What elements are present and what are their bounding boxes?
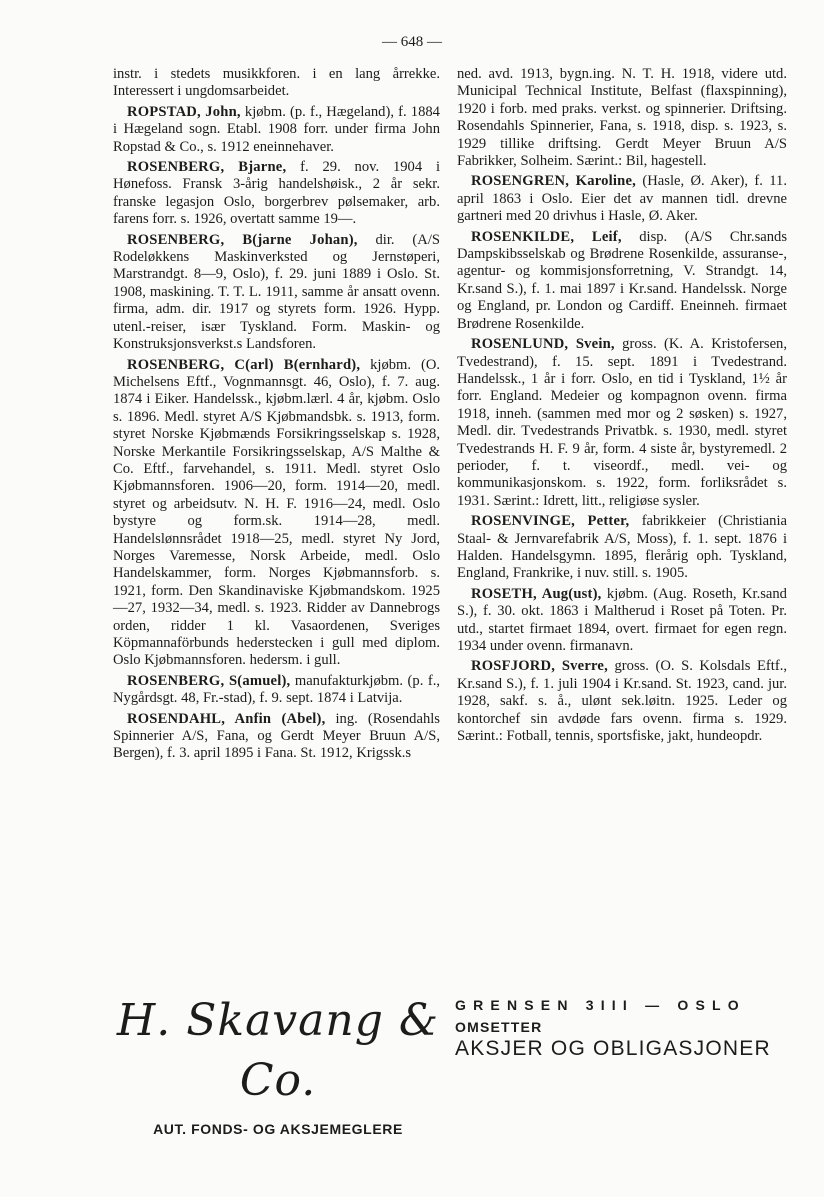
entry-name: ROSENKILDE, Leif,: [471, 228, 622, 245]
entry-text: disp. (A/S Chr.sands Dampskibsselskab og Brødrene Rosenkilde, assuranse-, agentur- og kommisjonsforretning, V. Strandgt. 14, Kr.sand S.), f. 1. mai 1897 i Kr.sand. Handelssk. Norge og England, pr. London og Cardiff. Eneinneh. firmaet Brødrene Rosenkilde.: [457, 228, 788, 332]
entry-text: ned. avd. 1913, bygn.ing. N. T. H. 1918, videre utd. Municipal Technical Institute, Belfast (flaxspinning), 1920 i forb. med praks. verkst. og spinnerier. Driftsing. Rosendahls Spinnerier, Fana, s. 1918, disp. s. 1923, s. 1929 tillike driftsing. Gerdt Meyer Bruun A/S Fabrikker, Solheim. Særint.: Bil, hagestell.: [457, 66, 787, 170]
ad-address: GRENSEN 3III — OSLO: [455, 997, 746, 1013]
ad-subtitle: OMSETTER: [455, 1019, 543, 1035]
entry-text: kjøbm. (p. f., Hægeland), f. 1884 i Hægeland sogn. Etabl. 1908 forr. under firma John Ropstad & Co., s. 1912 eneinnehaver.: [113, 103, 440, 155]
entry-text: ing. (Rosendahls Spinnerier A/S, Fana, og Gerdt Meyer Bruun A/S, Bergen), f. 3. april 1895 i Fana. St. 1912, Krigssk.s: [113, 710, 440, 762]
entry-name: ROSENBERG, Bjarne,: [127, 159, 287, 176]
directory-entry: [457, 66, 787, 170]
directory-entry: [457, 229, 787, 333]
entry-name: ROSENBERG, S(amuel),: [127, 672, 291, 689]
left-column: [113, 66, 440, 766]
entry-name: ROSFJORD, Sverre,: [471, 658, 608, 675]
directory-entry: [113, 104, 440, 156]
right-column: [457, 66, 787, 748]
entry-name: ROSENBERG, C(arl) B(ernhard),: [127, 356, 361, 373]
directory-entry: [113, 159, 440, 229]
entry-text: kjøbm. (Aug. Roseth, Kr.sand S.), f. 30. okt. 1863 i Maltherud i Roset på Toten. Pr. utd., startet firmaet 1894, overt. firmaet for egen regn. 1934 under ovenn. firmanavn.: [457, 585, 787, 654]
directory-entry: [113, 66, 440, 101]
entry-text: gross. (K. A. Kristofersen, Tvedestrand), f. 15. sept. 1891 i Tvedestrand. Handelssk., 1 år i forr. Oslo, en tid i Tyskland, 1½ år forr. England. Medeier og kompagnon ovenn. firma 1918, inneh. (sammen med mor og 2 søsken) s. 1927, Medl. dir. Tvedestrands Privatbk. s. 1930, medl. styret Tvedestrands H. F. 9 år, form. 4 siste år, bystyremedl. 2 perioder, f. t. viseordf., medl. vei- og kommunikasjonskom. s. 1922, form. forliksrådet s. 1931. Særint.: Idrett, litt., religiøse sysler.: [457, 336, 787, 509]
entry-text: gross. (O. S. Kolsdals Eftf., Kr.sand S.), f. 1. juli 1904 i Kr.sand. St. 1923, cand. jur. 1928, sakf. s. å., ulønt sek.løitn. 1925. Leder og kontorchef sin avdøde fars ovenn. firma s. 1929. Særint.: Fotball, tennis, sportsfiske, jakt, hundeopdr.: [457, 658, 787, 745]
entry-name: ROSENVINGE, Petter,: [471, 513, 630, 530]
directory-entry: [457, 658, 787, 745]
page-number: — 648 —: [382, 34, 442, 50]
directory-entry: [457, 173, 787, 225]
entry-text: f. 29. nov. 1904 i Hønefoss. Fransk 3-årig handelshøisk., 2 år sekr. franske legasjon Oslo, borgerbrev pølsemaker, arb. farens forr. s. 1926, overtatt samme 19—.: [113, 159, 441, 228]
entry-name: ROSETH, Aug(ust),: [471, 585, 602, 602]
entry-name: ROSENLUND, Svein,: [471, 336, 615, 353]
ad-headline: AKSJER OG OBLIGASJONER: [455, 1037, 771, 1060]
advertisement-broker: [108, 985, 448, 1137]
directory-entry: [457, 586, 787, 656]
directory-entry: [457, 513, 787, 583]
entry-text: kjøbm. (O. Michelsens Eftf., Vognmannsgt. 46, Oslo), f. 7. aug. 1874 i Eiker. Handelssk., kjøbm.lærl. 4 år, kjøbm. Oslo s. 1896. Medl. styret A/S Kjøbmandsbk. s. 1913, form. styret Norske Kjøbmænds Forsikringsselskap s. 1928, Norske Merkantile Forsikringsselskap, A/S Malthe & Co. Eftf., farvehandel, s. 1911. Medl. styret Oslo Kjøbmannsforen. 1906—20, form. 1914—20, medl. styret og arbeidsutv. N. H. F. 1916—24, medl. Oslo bystyre og form.sk. 1914—28, medl. Handelslønnsrådet 1918—25, medl. styret Ny Jord, Norges Varemesse, Norsk Arbeide, medl. Oslo Handelskammer, form. Norges Kjøbmannsforb. s. 1921, form. Den Skandinaviske Kjøbmandskom. 1925—27, 1932—34, medl. s. 1923. Ridder av Dannebrogs orden, ridder 1 kl. Vasaordenen, Sveriges Köpmannaförbunds hederstecken i gull med diplom. Oslo Kjøbmannsforen. hedersm. i gull.: [113, 356, 441, 669]
broker-logo: H. Skavang & Co.: [116, 995, 440, 1106]
entry-name: ROPSTAD, John,: [127, 103, 241, 120]
entry-text: instr. i stedets musikkforen. i en lang årrekke. Interessert i ungdomsarbeidet.: [113, 66, 440, 100]
entry-name: ROSENBERG, B(jarne Johan),: [127, 231, 358, 248]
entry-name: ROSENGREN, Karoline,: [471, 173, 636, 190]
directory-entry: [113, 711, 440, 763]
directory-entry: [113, 357, 440, 670]
directory-entry: [113, 673, 440, 708]
advertisement-securities: [455, 985, 785, 1115]
entry-text: manufakturkjøbm. (p. f., Nygårdsgt. 48, Fr.-stad), f. 9. sept. 1874 i Latvija.: [113, 672, 440, 707]
broker-tagline: AUT. FONDS- OG AKSJEMEGLERE: [153, 1121, 403, 1137]
entry-name: ROSENDAHL, Anfin (Abel),: [127, 710, 326, 727]
entry-text: dir. (A/S Rodeløkkens Maskinverksted og Jernstøperi, Marstrandgt. 8—9, Oslo), f. 29. juni 1889 i Oslo. St. 1908, maskining. T. T. L. 1911, samme år ansatt ovenn. firma, adm. dir. 1917 og styrets form. 1926. Hypp. utenl.-reiser, især Tyskland. Form. Maskin- og Konstruksjonsverkst.s Landsforen.: [113, 231, 440, 353]
entry-text: (Hasle, Ø. Aker), f. 11. april 1863 i Oslo. Eier det av mannen tidl. drevne gartneri med 20 drivhus i Hasle, Ø. Aker.: [457, 173, 787, 225]
directory-entry: [113, 232, 440, 354]
entry-text: fabrikkeier (Christiania Staal- & Jernvarefabrik A/S, Moss), f. 1. sept. 1876 i Halden. Handelsgymn. 1895, flerårig oph. Tyskland, England, Frankrike, i nuv. still. s. 1905.: [457, 513, 787, 582]
directory-entry: [457, 336, 787, 510]
